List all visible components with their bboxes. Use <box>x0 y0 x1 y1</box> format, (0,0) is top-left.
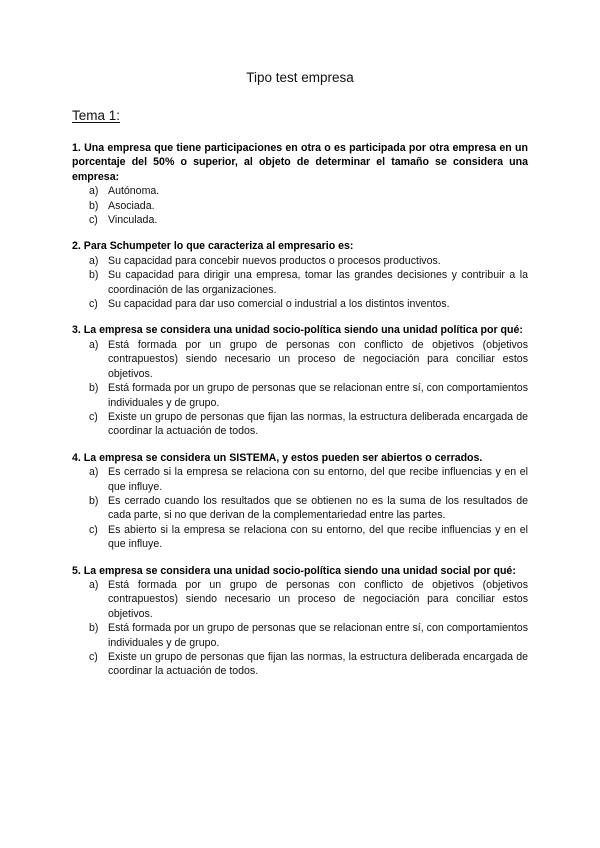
option-a <box>72 254 528 268</box>
option-list <box>72 338 528 439</box>
option-a <box>72 184 528 198</box>
question-text: 3. La empresa se considera una unidad socio-política siendo una unidad política por qué: <box>72 324 523 337</box>
option-list <box>72 578 528 679</box>
option-letter: b) <box>89 622 99 635</box>
option-b <box>72 268 528 297</box>
option-letter: a) <box>89 185 99 198</box>
option-text: Es cerrado cuando los resultados que se obtienen no es la suma de los resultados de cada parte, si no que derivan de la complementariedad entre las partes. <box>108 494 528 522</box>
option-text: Está formada por un grupo de personas que se relacionan entre sí, con comportamientos individuales y de grupo. <box>108 622 528 649</box>
option-letter: a) <box>89 466 99 479</box>
option-b <box>72 199 528 213</box>
question-text: 4. La empresa se considera un SISTEMA, y estos pueden ser abiertos o cerrados. <box>72 451 483 464</box>
question-1 <box>72 141 528 227</box>
option-c <box>72 410 528 439</box>
question-text: 2. Para Schumpeter lo que caracteriza al empresario es: <box>72 240 354 253</box>
option-c <box>72 650 528 679</box>
question-4 <box>72 451 528 552</box>
option-text: Su capacidad para dar uso comercial o industrial a los distintos inventos. <box>108 298 450 311</box>
question-text: 5. La empresa se considera una unidad socio-política siendo una unidad social por qué: <box>72 564 516 577</box>
option-text: Está formada por un grupo de personas con conflicto de objetivos (objetivos contrapuestos) siendo necesario un proceso de negociación para conciliar estos objetivos. <box>108 578 528 620</box>
option-c <box>72 523 528 552</box>
option-c <box>72 213 528 227</box>
option-letter: c) <box>89 523 98 536</box>
option-text: Es abierto si la empresa se relaciona con su entorno, del que recibe influencias y en el que influye. <box>108 523 528 551</box>
option-text: Está formada por un grupo de personas que se relacionan entre sí, con comportamientos individuales y de grupo. <box>108 382 528 409</box>
option-a <box>72 338 528 381</box>
question-list <box>72 141 528 691</box>
option-text: Autónoma. <box>108 185 160 198</box>
option-a <box>72 578 528 621</box>
option-list <box>72 254 528 312</box>
option-letter: a) <box>89 254 99 267</box>
option-letter: b) <box>89 382 99 395</box>
option-letter: a) <box>89 338 99 351</box>
question-text: 1. Una empresa que tiene participaciones en otra o es participada por otra empresa en un porcentaje del 50% o superior, al objeto de determinar el tamaño se considera una empresa: <box>72 142 528 183</box>
option-list <box>72 184 528 227</box>
option-b <box>72 621 528 650</box>
option-letter: c) <box>89 298 98 311</box>
option-letter: b) <box>89 269 99 282</box>
question-3 <box>72 323 528 438</box>
option-a <box>72 465 528 494</box>
question-5 <box>72 564 528 679</box>
option-text: Su capacidad para concebir nuevos productos o procesos productivos. <box>108 254 441 267</box>
option-letter: b) <box>89 199 99 212</box>
option-b <box>72 494 528 523</box>
option-text: Es cerrado si la empresa se relaciona con su entorno, del que recibe influencias y en el que influye. <box>108 466 528 493</box>
option-text: Asociada. <box>108 199 155 212</box>
option-letter: c) <box>89 651 98 663</box>
option-text: Su capacidad para dirigir una empresa, tomar las grandes decisiones y contribuir a la coordinación de las organizaciones. <box>108 269 528 296</box>
option-list <box>72 465 528 551</box>
option-letter: a) <box>89 578 99 591</box>
question-2 <box>72 239 528 311</box>
option-text: Existe un grupo de personas que fijan las normas, la estructura deliberada encargada de coordinar la actuación de todos. <box>108 651 528 678</box>
document-title: Tipo test empresa <box>246 70 354 85</box>
option-text: Existe un grupo de personas que fijan las normas, la estructura deliberada encargada de coordinar la actuación de todos. <box>108 410 528 438</box>
option-letter: b) <box>89 494 99 507</box>
option-letter: c) <box>89 410 98 423</box>
option-letter: c) <box>89 214 98 227</box>
option-b <box>72 381 528 410</box>
section-heading: Tema 1: <box>72 108 121 123</box>
option-text: Está formada por un grupo de personas con conflicto de objetivos (objetivos contrapuestos) siendo necesario un proceso de negociación para conciliar estos objetivos. <box>108 338 528 380</box>
option-text: Vinculada. <box>108 214 158 227</box>
option-c <box>72 297 528 311</box>
